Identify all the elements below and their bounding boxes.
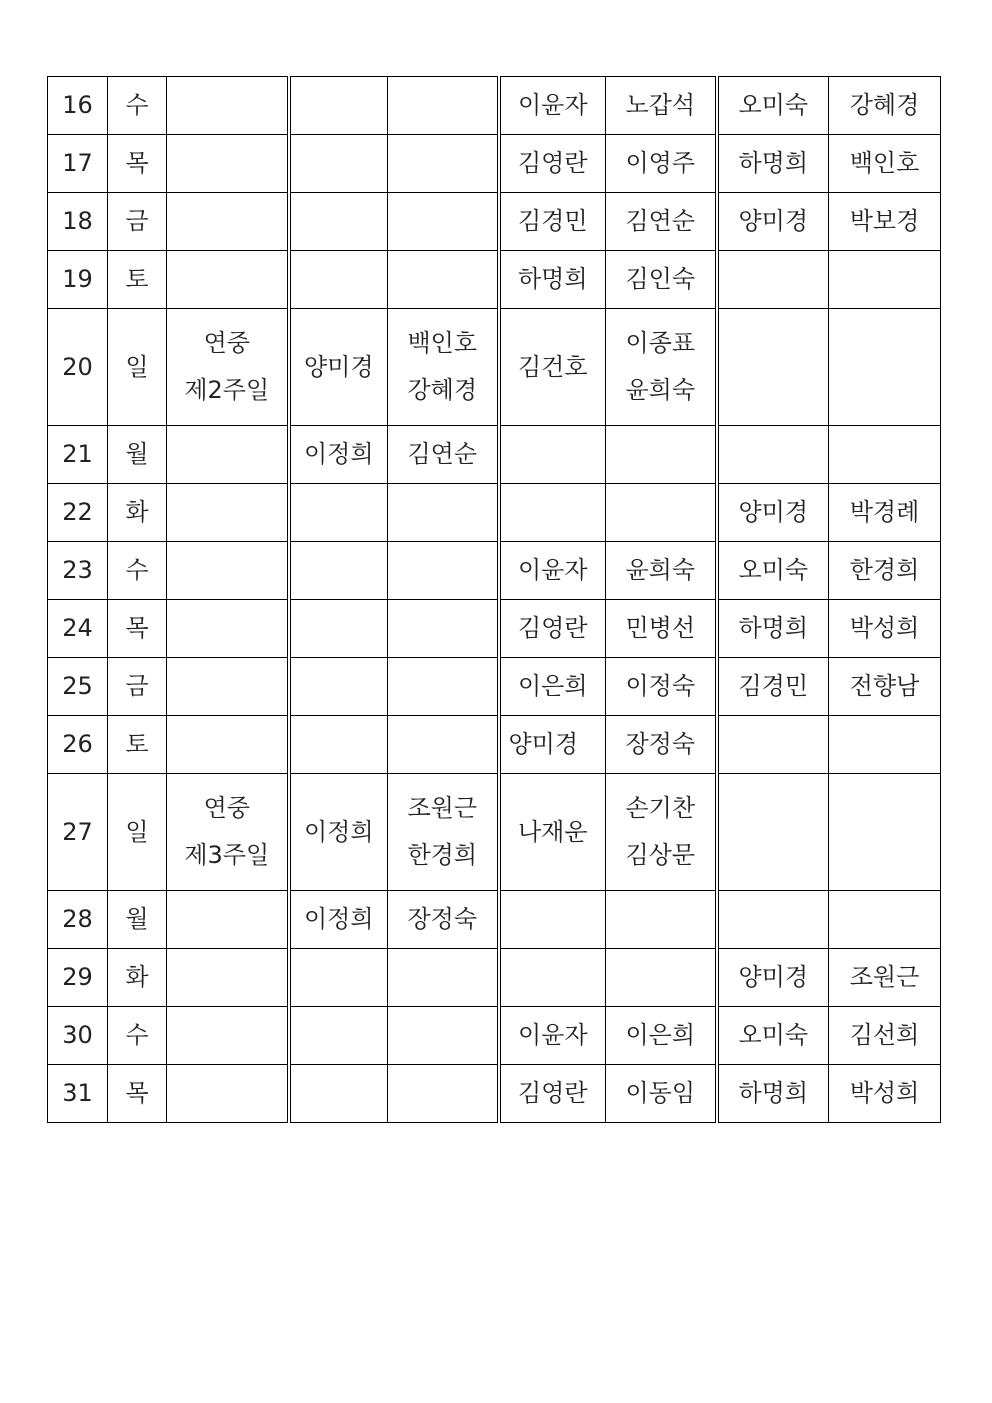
table-row [48, 542, 941, 600]
helper-b-cell [829, 716, 941, 774]
reader-cell [388, 658, 499, 716]
helper-b-cell: 박성희 [829, 600, 941, 658]
server-a-cell [499, 426, 606, 484]
mass-name-cell [167, 1065, 289, 1123]
table-row [48, 949, 941, 1007]
day-cell: 18 [48, 193, 108, 251]
reader-cell [388, 193, 499, 251]
mass-name-cell [167, 484, 289, 542]
mass-name-cell-line: 제2주일 [184, 376, 270, 404]
helper-a-cell: 오미숙 [717, 77, 829, 135]
helper-b-cell [829, 309, 941, 426]
mass-name-cell [167, 658, 289, 716]
commentator-cell [289, 1065, 388, 1123]
weekday-cell: 화 [108, 484, 167, 542]
weekday-cell: 목 [108, 600, 167, 658]
commentator-cell [289, 542, 388, 600]
server-b-cell: 윤희숙 [606, 542, 717, 600]
reader-cell-line: 강혜경 [407, 376, 478, 404]
helper-b-cell: 조원근 [829, 949, 941, 1007]
commentator-cell [289, 77, 388, 135]
table-row [48, 891, 941, 949]
helper-b-cell: 박성희 [829, 1065, 941, 1123]
reader-cell [388, 774, 499, 891]
helper-a-cell [717, 891, 829, 949]
helper-a-cell [717, 716, 829, 774]
helper-b-cell: 한경희 [829, 542, 941, 600]
server-b-cell: 김연순 [606, 193, 717, 251]
server-a-cell [499, 891, 606, 949]
table-row [48, 1007, 941, 1065]
weekday-cell: 금 [108, 193, 167, 251]
table-row [48, 193, 941, 251]
server-a-cell: 김영란 [499, 600, 606, 658]
day-cell: 27 [48, 774, 108, 891]
server-a-cell [499, 484, 606, 542]
helper-a-cell: 양미경 [717, 484, 829, 542]
mass-name-cell [167, 891, 289, 949]
helper-a-cell [717, 251, 829, 309]
helper-a-cell: 오미숙 [717, 1007, 829, 1065]
table-row [48, 658, 941, 716]
weekday-cell: 금 [108, 658, 167, 716]
day-cell: 26 [48, 716, 108, 774]
server-b-cell-line: 이종표 [625, 329, 696, 358]
reader-cell: 장정숙 [388, 891, 499, 949]
table-row [48, 77, 941, 135]
helper-a-cell [717, 426, 829, 484]
helper-a-cell [717, 309, 829, 426]
reader-cell [388, 1065, 499, 1123]
server-b-cell [606, 426, 717, 484]
reader-cell-line: 한경희 [407, 841, 478, 869]
mass-name-cell [167, 1007, 289, 1065]
helper-b-cell: 전향남 [829, 658, 941, 716]
reader-cell-line: 백인호 [407, 329, 478, 358]
day-cell: 19 [48, 251, 108, 309]
weekday-cell: 목 [108, 1065, 167, 1123]
table-row [48, 484, 941, 542]
helper-a-cell [717, 774, 829, 891]
helper-b-cell [829, 251, 941, 309]
table-row [48, 716, 941, 774]
commentator-cell [289, 1007, 388, 1065]
server-a-cell: 이윤자 [499, 1007, 606, 1065]
commentator-cell [289, 251, 388, 309]
day-cell: 22 [48, 484, 108, 542]
server-a-cell: 양미경 [499, 716, 606, 774]
server-b-cell: 민병선 [606, 600, 717, 658]
weekday-cell: 월 [108, 426, 167, 484]
server-b-cell [606, 949, 717, 1007]
helper-b-cell: 박경례 [829, 484, 941, 542]
mass-name-cell [167, 426, 289, 484]
server-a-cell: 이은희 [499, 658, 606, 716]
mass-name-cell [167, 949, 289, 1007]
server-a-cell: 이윤자 [499, 542, 606, 600]
mass-name-cell-line: 제3주일 [184, 841, 270, 869]
day-cell: 17 [48, 135, 108, 193]
server-a-cell: 김영란 [499, 1065, 606, 1123]
helper-a-cell: 양미경 [717, 949, 829, 1007]
server-b-cell: 김인숙 [606, 251, 717, 309]
helper-b-cell [829, 426, 941, 484]
commentator-cell: 이정희 [289, 774, 388, 891]
helper-b-cell: 김선희 [829, 1007, 941, 1065]
commentator-cell [289, 658, 388, 716]
table-row [48, 251, 941, 309]
reader-cell [388, 716, 499, 774]
day-cell: 29 [48, 949, 108, 1007]
server-a-cell: 김영란 [499, 135, 606, 193]
server-b-cell: 이은희 [606, 1007, 717, 1065]
server-b-cell [606, 774, 717, 891]
commentator-cell [289, 484, 388, 542]
helper-b-cell [829, 891, 941, 949]
reader-cell [388, 135, 499, 193]
server-a-cell: 김건호 [499, 309, 606, 426]
server-b-cell: 이정숙 [606, 658, 717, 716]
weekday-cell: 일 [108, 309, 167, 426]
day-cell: 30 [48, 1007, 108, 1065]
table-row [48, 309, 941, 426]
mass-name-cell-line: 연중 [203, 794, 250, 823]
helper-a-cell: 하명희 [717, 135, 829, 193]
helper-a-cell: 김경민 [717, 658, 829, 716]
day-cell: 24 [48, 600, 108, 658]
server-b-cell: 노갑석 [606, 77, 717, 135]
helper-a-cell: 하명희 [717, 600, 829, 658]
table-row [48, 1065, 941, 1123]
day-cell: 28 [48, 891, 108, 949]
commentator-cell: 양미경 [289, 309, 388, 426]
weekday-cell: 일 [108, 774, 167, 891]
helper-b-cell [829, 774, 941, 891]
commentator-cell [289, 716, 388, 774]
mass-name-cell [167, 77, 289, 135]
mass-name-cell [167, 193, 289, 251]
server-b-cell: 장정숙 [606, 716, 717, 774]
commentator-cell [289, 135, 388, 193]
helper-a-cell: 하명희 [717, 1065, 829, 1123]
helper-a-cell: 오미숙 [717, 542, 829, 600]
reader-cell [388, 77, 499, 135]
reader-cell [388, 309, 499, 426]
mass-name-cell [167, 309, 289, 426]
schedule-table [47, 76, 941, 1123]
weekday-cell: 토 [108, 251, 167, 309]
reader-cell [388, 542, 499, 600]
weekday-cell: 수 [108, 542, 167, 600]
weekday-cell: 목 [108, 135, 167, 193]
mass-name-cell [167, 542, 289, 600]
reader-cell [388, 251, 499, 309]
table-row [48, 426, 941, 484]
commentator-cell [289, 600, 388, 658]
reader-cell-line: 조원근 [407, 794, 478, 823]
helper-b-cell: 박보경 [829, 193, 941, 251]
table-row [48, 600, 941, 658]
server-b-cell-line: 김상문 [625, 841, 696, 869]
mass-name-cell-line: 연중 [203, 329, 250, 358]
helper-b-cell: 백인호 [829, 135, 941, 193]
day-cell: 20 [48, 309, 108, 426]
day-cell: 25 [48, 658, 108, 716]
commentator-cell: 이정희 [289, 891, 388, 949]
reader-cell: 김연순 [388, 426, 499, 484]
helper-b-cell: 강혜경 [829, 77, 941, 135]
server-a-cell: 나재운 [499, 774, 606, 891]
table-row [48, 774, 941, 891]
day-cell: 31 [48, 1065, 108, 1123]
day-cell: 21 [48, 426, 108, 484]
server-a-cell: 이윤자 [499, 77, 606, 135]
server-b-cell [606, 891, 717, 949]
commentator-cell: 이정희 [289, 426, 388, 484]
table-row [48, 135, 941, 193]
reader-cell [388, 949, 499, 1007]
helper-a-cell: 양미경 [717, 193, 829, 251]
server-b-cell-line: 윤희숙 [625, 376, 696, 404]
weekday-cell: 월 [108, 891, 167, 949]
server-a-cell: 하명희 [499, 251, 606, 309]
server-b-cell: 이동임 [606, 1065, 717, 1123]
mass-name-cell [167, 251, 289, 309]
weekday-cell: 수 [108, 77, 167, 135]
commentator-cell [289, 949, 388, 1007]
server-b-cell-line: 손기찬 [625, 794, 696, 823]
mass-name-cell [167, 600, 289, 658]
server-b-cell [606, 309, 717, 426]
mass-name-cell [167, 774, 289, 891]
day-cell: 23 [48, 542, 108, 600]
weekday-cell: 토 [108, 716, 167, 774]
day-cell: 16 [48, 77, 108, 135]
server-a-cell [499, 949, 606, 1007]
reader-cell [388, 484, 499, 542]
weekday-cell: 수 [108, 1007, 167, 1065]
schedule-body [48, 77, 941, 1123]
reader-cell [388, 600, 499, 658]
server-b-cell: 이영주 [606, 135, 717, 193]
reader-cell [388, 1007, 499, 1065]
server-a-cell: 김경민 [499, 193, 606, 251]
weekday-cell: 화 [108, 949, 167, 1007]
mass-name-cell [167, 716, 289, 774]
mass-name-cell [167, 135, 289, 193]
commentator-cell [289, 193, 388, 251]
server-b-cell [606, 484, 717, 542]
